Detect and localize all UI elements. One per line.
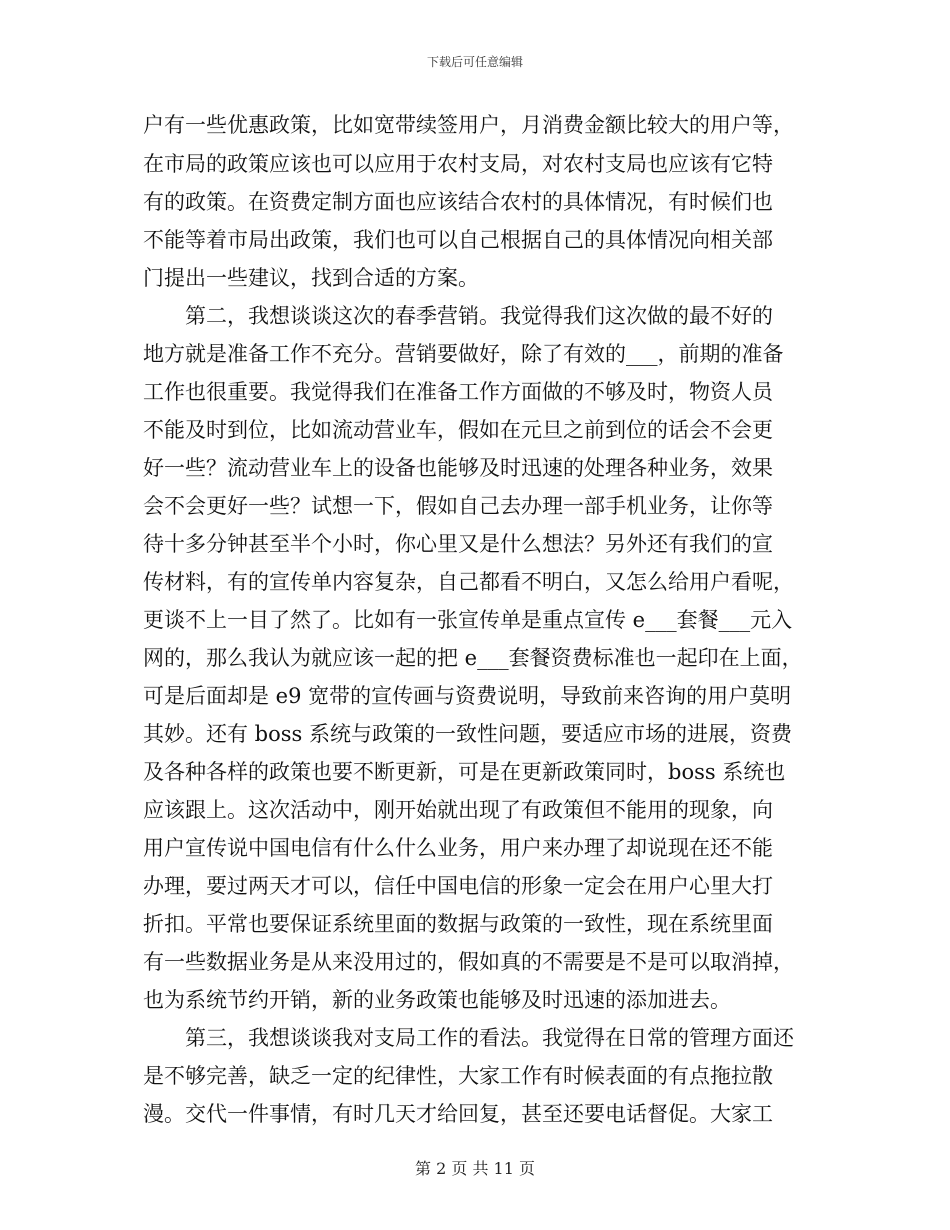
text-line: 可是后面却是 e9 宽带的宣传画与资费说明，导致前来咨询的用户莫明 bbox=[143, 684, 792, 708]
text-line: 在市局的政策应该也可以应用于农村支局，对农村支局也应该有它特 bbox=[143, 152, 773, 176]
text-line: 不能及时到位，比如流动营业车，假如在元旦之前到位的话会不会更 bbox=[143, 418, 773, 442]
text-line: 办理，要过两天才可以，信任中国电信的形象一定会在用户心里大打 bbox=[143, 874, 773, 898]
text-line: 不能等着市局出政策，我们也可以自己根据自己的具体情况向相关部 bbox=[143, 228, 773, 252]
text-line: 地方就是准备工作不充分。营销要做好，除了有效的___，前期的准备 bbox=[143, 342, 784, 366]
text-line: 也为系统节约开销，新的业务政策也能够及时迅速的添加进去。 bbox=[143, 988, 731, 1012]
page-header: 下载后可任意编辑 bbox=[426, 55, 523, 69]
text-line: 待十多分钟甚至半个小时，你心里又是什么想法？另外还有我们的宣 bbox=[143, 532, 773, 556]
text-line: 网的，那么我认为就应该一起的把 e___套餐资费标准也一起印在上面， bbox=[143, 646, 803, 670]
text-line: 有的政策。在资费定制方面也应该结合农村的具体情况，有时候们也 bbox=[143, 190, 773, 214]
text-line: 第二，我想谈谈这次的春季营销。我觉得我们这次做的最不好的 bbox=[143, 304, 773, 328]
text-line: 有一些数据业务是从来没用过的，假如真的不需要是不是可以取消掉， bbox=[143, 950, 794, 974]
text-line: 应该跟上。这次活动中，刚开始就出现了有政策但不能用的现象，向 bbox=[143, 798, 773, 822]
text-line: 折扣。平常也要保证系统里面的数据与政策的一致性，现在系统里面 bbox=[143, 912, 773, 936]
text-line: 户有一些优惠政策，比如宽带续签用户，月消费金额比较大的用户等， bbox=[143, 113, 794, 137]
text-line: 漫。交代一件事情，有时几天才给回复，甚至还要电话督促。大家工 bbox=[143, 1102, 773, 1126]
text-line: 工作也很重要。我觉得我们在准备工作方面做的不够及时，物资人员 bbox=[143, 380, 773, 404]
page-number: 第 2 页 共 11 页 bbox=[415, 1159, 535, 1178]
text-line: 用户宣传说中国电信有什么什么业务，用户来办理了却说现在还不能 bbox=[143, 836, 773, 860]
text-line: 门提出一些建议，找到合适的方案。 bbox=[143, 266, 479, 290]
text-line: 会不会更好一些？试想一下，假如自己去办理一部手机业务，让你等 bbox=[143, 494, 773, 518]
text-line: 是不够完善，缺乏一定的纪律性，大家工作有时候表面的有点拖拉散 bbox=[143, 1064, 773, 1088]
text-line: 其妙。还有 boss 系统与政策的一致性问题，要适应市场的进展，资费 bbox=[143, 722, 792, 746]
text-line: 更谈不上一目了然了。比如有一张宣传单是重点宣传 e___套餐___元入 bbox=[143, 608, 793, 632]
text-line: 及各种各样的政策也要不断更新，可是在更新政策同时，boss 系统也 bbox=[143, 760, 786, 784]
text-line: 传材料，有的宣传单内容复杂，自己都看不明白，又怎么给用户看呢， bbox=[143, 570, 794, 594]
text-line: 好一些？流动营业车上的设备也能够及时迅速的处理各种业务，效果 bbox=[143, 456, 773, 480]
text-line: 第三，我想谈谈我对支局工作的看法。我觉得在日常的管理方面还 bbox=[143, 1026, 794, 1050]
